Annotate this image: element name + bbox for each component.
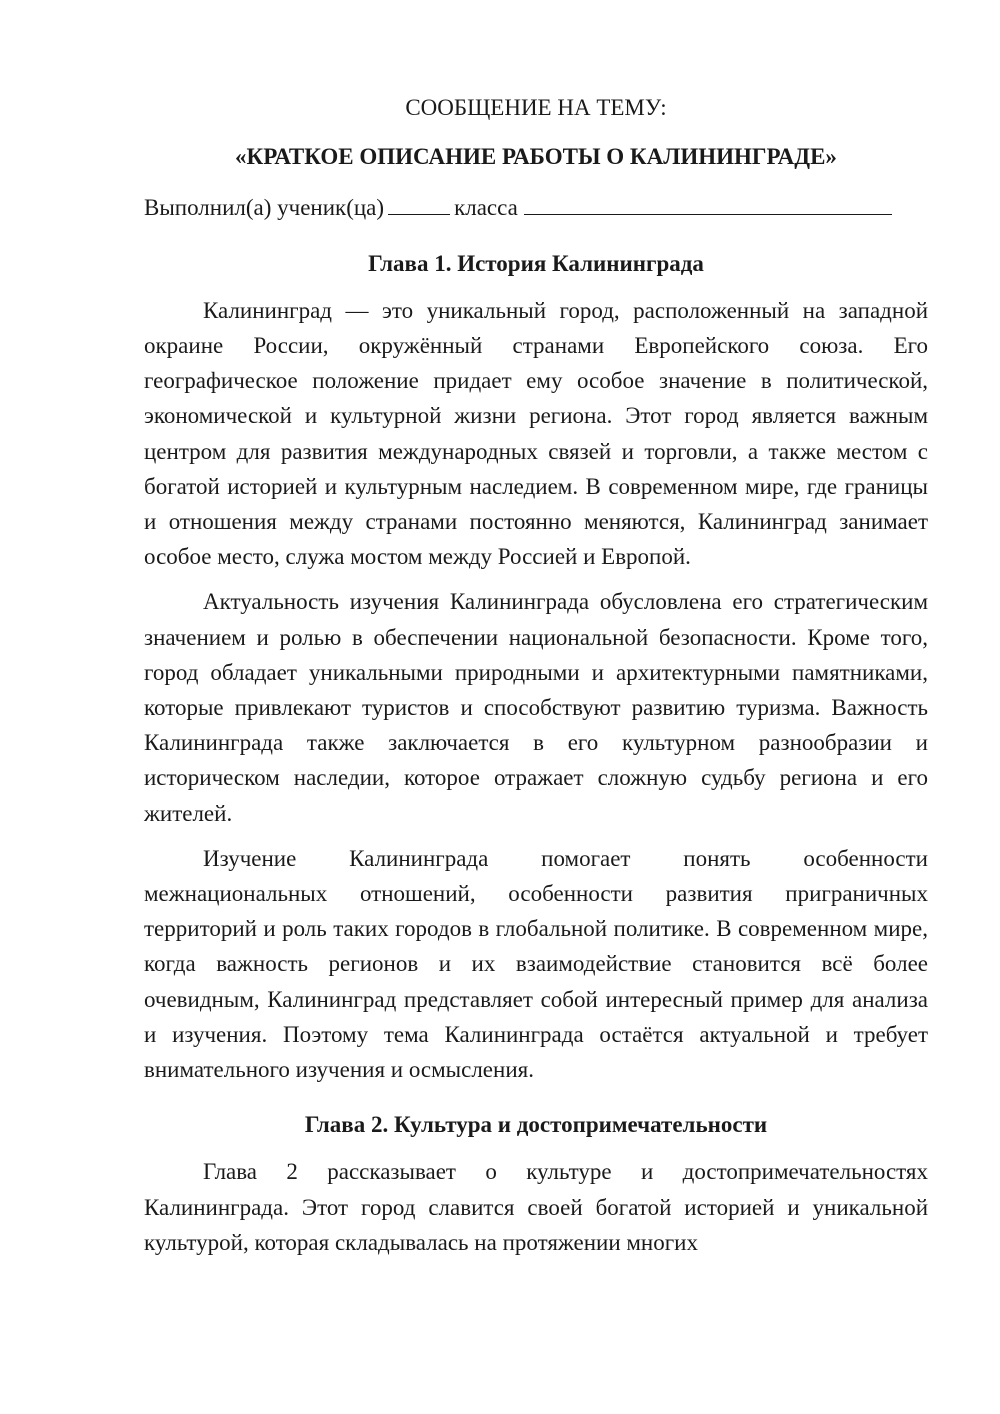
chapter-1-paragraph-3: Изучение Калининграда помогает понять особенности межнациональных отношений, особенности развития приграничных территорий и роль таких городов в глобальной политике. В современном мире, когда важность регионов и их взаимодействие становится всё более очевидным, Калининград представляет собой интересный пример для анализа и изучения. Поэтому тема Калининграда остаётся актуальной и требует внимательного изучения и осмысления. xyxy=(144,845,928,1083)
author-line xyxy=(144,190,928,225)
name-blank xyxy=(524,194,892,215)
chapter-1-heading: Глава 1. История Калининграда xyxy=(368,250,704,276)
document-title-line-2: «КРАТКОЕ ОПИСАНИЕ РАБОТЫ О КАЛИНИНГРАДЕ» xyxy=(235,144,837,170)
chapter-1-paragraph-2: Актуальность изучения Калининграда обусловлена его стратегическим значением и ролью в обеспечении национальной безопасности. Кроме того, город обладает уникальными природными и архитектурными памятниками, которые привлекают туристов и способствуют развитию туризма. Важность Калининграда также заключается в его культурном разнообразии и историческом наследии, которое отражает сложную судьбу региона и его жителей. xyxy=(144,589,928,826)
document-title-line-1: СООБЩЕНИЕ НА ТЕМУ: xyxy=(405,95,667,120)
chapter-2-paragraph-1: Глава 2 рассказывает о культуре и достопримечательностях Калининграда. Этот город славится своей богатой историей и уникальной культурой, которая складывалась на протяжении многих xyxy=(144,1159,928,1255)
document-page xyxy=(144,90,928,1270)
author-prefix: Выполнил(а) ученик(ца) xyxy=(144,195,385,221)
chapter-1-paragraph-1: Калининград — это уникальный город, расположенный на западной окраине России, окружённый странами Европейского союза. Его географическое положение придает ему особое значение в политической, экономической и культурной жизни региона. Этот город является важным центром для развития международных связей и торговли, а также местом с богатой историей и культурным наследием. В современном мире, где границы и отношения между странами постоянно меняются, Калининград занимает особое место, служа мостом между Россией и Европой. xyxy=(144,297,928,570)
chapter-2-heading: Глава 2. Культура и достопримечательности xyxy=(304,1112,768,1138)
author-class-word: класса xyxy=(454,195,518,221)
grade-blank xyxy=(388,194,450,215)
